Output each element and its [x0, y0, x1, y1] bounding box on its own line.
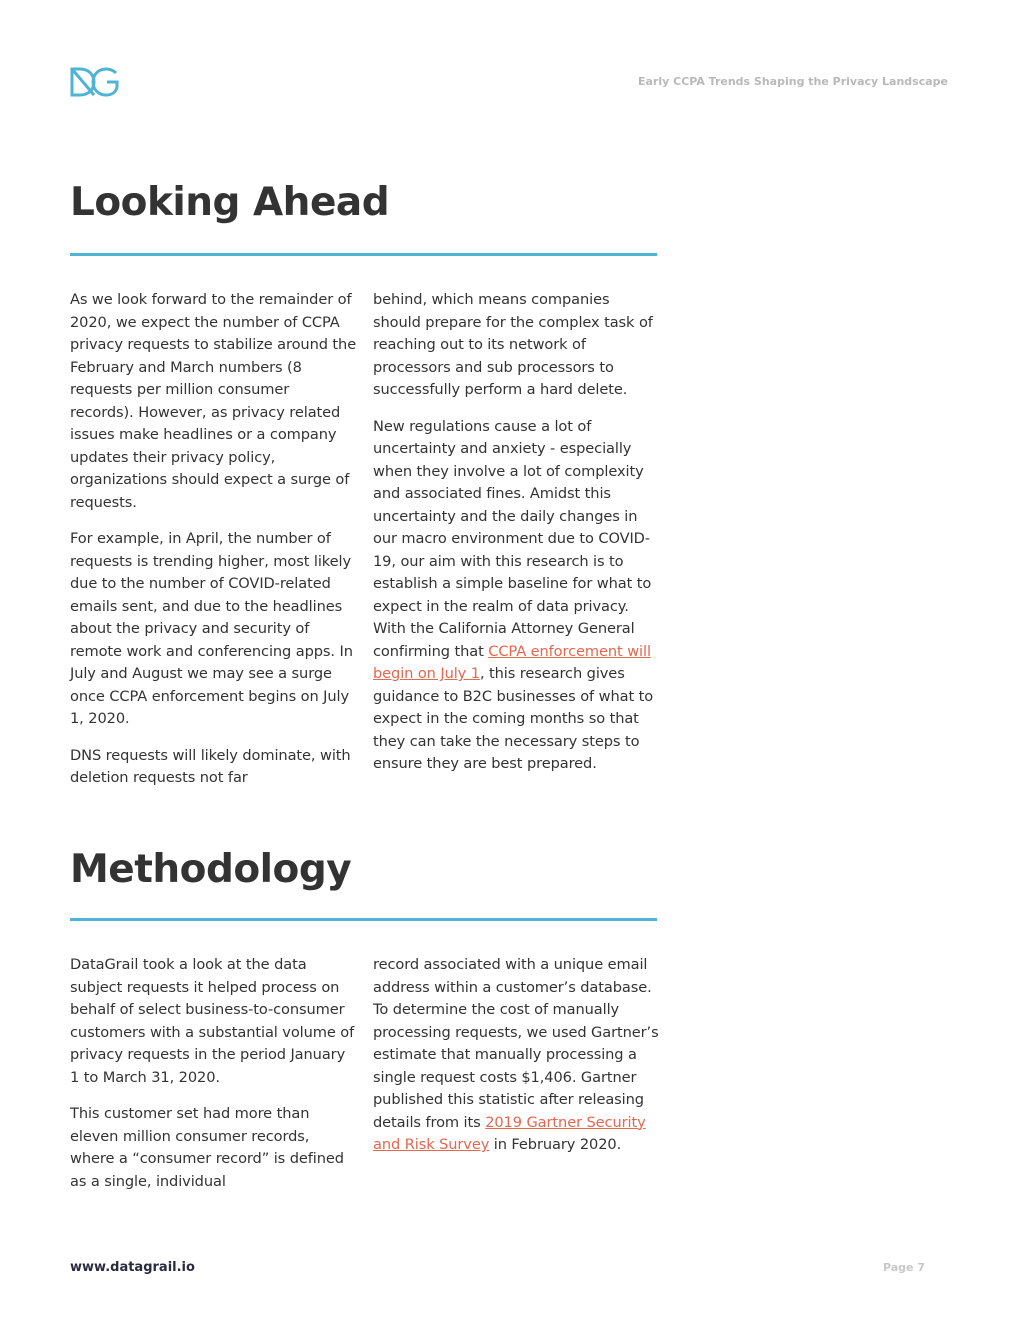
footer-website-link[interactable]: www.datagrail.io — [70, 1260, 195, 1275]
gartner-survey-link[interactable]: 2019 Gartner Security and Risk Survey — [373, 1113, 646, 1153]
paragraph — [373, 416, 660, 776]
ccpa-enforcement-link[interactable]: CCPA enforcement will begin on July 1 — [373, 642, 651, 682]
heading-divider — [70, 253, 657, 256]
datagrail-logo-icon — [70, 67, 120, 97]
page-number: Page 7 — [882, 1261, 925, 1274]
paragraph-text: New regulations cause a lot of uncertainty and anxiety - especially when they involve a lot of complexity and associated fines. Amidst this uncertainty and the daily changes in our macro environment due to COVID-19, our aim with this research is to establish a simple baseline for what to expect in the realm of data privacy. With the California Attorney General confirming that — [373, 417, 652, 660]
methodology-left-column — [70, 954, 357, 1207]
methodology-right-column — [373, 954, 660, 1171]
paragraph: As we look forward to the remainder of 2020, we expect the number of CCPA privacy requests to stabilize around the February and March numbers (8 requests per million consumer records). However, as privacy related issues make headlines or a company updates their privacy policy, organizations should expect a surge of requests. — [70, 291, 357, 511]
paragraph-text: , this research gives guidance to B2C businesses of what to expect in the coming months so that they can take the necessary steps to ensure they are best prepared. — [373, 665, 654, 772]
section-heading-looking-ahead: Looking Ahead — [70, 180, 390, 225]
document-title: Early CCPA Trends Shaping the Privacy Landscape — [637, 75, 948, 88]
section-heading-methodology: Methodology — [70, 847, 352, 892]
looking-ahead-right-column — [373, 289, 660, 790]
paragraph: DNS requests will likely dominate, with deletion requests not far — [70, 746, 351, 786]
looking-ahead-left-column — [70, 289, 357, 804]
paragraph: behind, which means companies should prepare for the complex task of reaching out to its network of processors and sub processors to successfully perform a hard delete. — [373, 291, 653, 398]
paragraph: This customer set had more than eleven million consumer records, where a “consumer record” is defined as a single, individual — [70, 1105, 344, 1190]
paragraph: For example, in April, the number of requests is trending higher, most likely due to the number of COVID-related emails sent, and due to the headlines about the privacy and security of remote work and conferencing apps. In July and August we may see a surge once CCPA enforcement begins on July 1, 2020. — [70, 530, 353, 727]
paragraph-text: record associated with a unique email address within a customer’s database. To determine the cost of manually processing requests, we used Gartner’s estimate that manually processing a single request costs $1,406. Gartner published this statistic after releasing details from its — [373, 956, 659, 1131]
paragraph — [373, 954, 660, 1157]
paragraph-text: in February 2020. — [489, 1136, 622, 1153]
paragraph: DataGrail took a look at the data subject requests it helped process on behalf of select business-to-consumer customers with a substantial volume of privacy requests in the period January 1 to March 31, 2020. — [70, 956, 355, 1086]
heading-divider — [70, 918, 657, 921]
